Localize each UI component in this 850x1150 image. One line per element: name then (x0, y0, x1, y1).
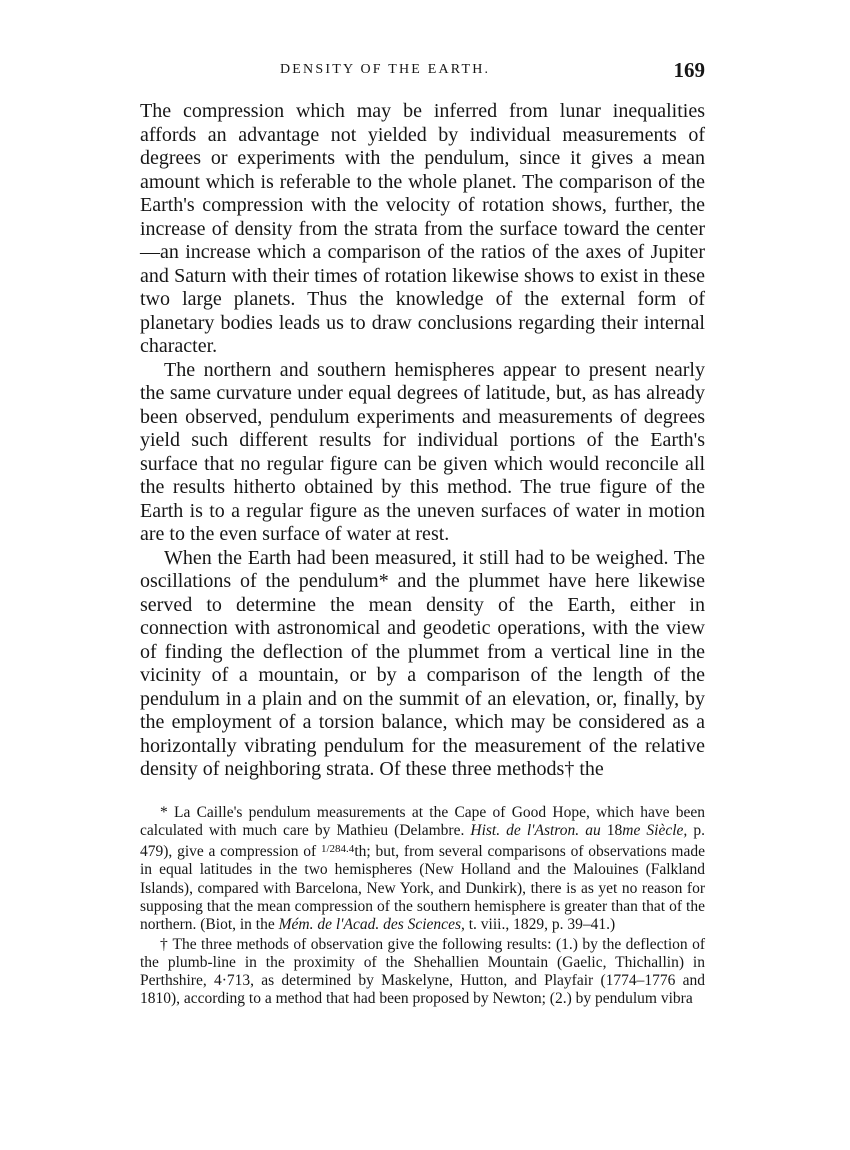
footnote-citation: Mém. de l'Acad. des Sciences, (278, 916, 465, 934)
page-number: 169 (673, 58, 705, 82)
running-title: DENSITY OF THE EARTH. (280, 62, 491, 77)
footnote-citation: Hist. de l'Astron. au (470, 821, 601, 839)
paragraph-hemispheres: The northern and southern hemispheres appear to present nearly the same curvature under equal degrees of latitude, but, as has already been observed, pendulum experiments and measurements of degrees yield such different results for individual portions of the Earth's surface that no regular figure can be given which would reconcile all the results hitherto obtained by this method. The true figure of the Earth is to a regular figure as the uneven surfaces of water in motion are to the even surface of water at rest. (140, 358, 705, 545)
footnote-la-caille (140, 804, 705, 935)
paragraph-weighing: When the Earth had been measured, it still had to be weighed. The oscillations of the pendulum* and the plummet have here likewise served to determine the mean density of the Earth, either in connection with astronomical and geodetic operations, with the view of finding the deflection of the plummet from a vertical line in the vicinity of a mountain, or by a comparison of the length of the pendulum in a plain and on the summit of an elevation, or, finally, by the employment of a torsion balance, which may be considered as a horizontally vibrating pendulum for the measurement of the relative density of neighboring strata. Of these three methods† the (140, 546, 705, 780)
compression-fraction: 1/284.4 (321, 843, 355, 856)
footnote-text: th; but, from several comparisons of observations made in equal latitudes in the two hemispheres (New Holland and the Malouines (Falkland Islands), compared with Barcelona, New York, and Dunkirk), there is as yet no reason for supposing that the mean compression of the southern hemisphere is greater than that of the northern. (Biot, in the (140, 843, 705, 934)
footnote-text: p. 479), give a compression of (140, 821, 706, 861)
running-head (140, 58, 705, 88)
body-text (140, 100, 705, 782)
book-page (140, 58, 705, 1009)
paragraph-compression: The compression which may be inferred from lunar inequalities affords an advantage not yielded by individual measurements of degrees or experiments with the pendulum, since it gives a mean amount which is referable to the whole planet. The comparison of the Earth's compression with the velocity of rotation shows, further, the increase of density from the strata from the surface toward the center—an increase which a comparison of the ratios of the axes of Jupiter and Saturn with their times of rotation likewise shows to exist in these two large planets. Thus the knowledge of the external form of planetary bodies leads us to draw conclusions regarding their internal character. (140, 100, 705, 357)
footnote-three-methods: † The three methods of observation give the following results: (1.) by the deflection of the plumb-line in the proximity of the Shehallien Mountain (Gaelic, Thichallin) in Perthshire, 4·713, as determined by Maskelyne, Hutton, and Playfair (1774–1776 and 1810), according to a method that had been proposed by Newton; (2.) by pendulum vibra (140, 935, 705, 1008)
footnotes (140, 804, 705, 1009)
footnote-text: * La Caille's pendulum measurements at the Cape of Good Hope, which have been calculated with much care by Mathieu (Delambre. (140, 803, 705, 839)
footnote-text: 18 (600, 821, 623, 839)
footnote-text: t. viii., 1829, p. 39–41.) (464, 916, 616, 934)
footnote-citation: me Siècle, (622, 821, 688, 839)
